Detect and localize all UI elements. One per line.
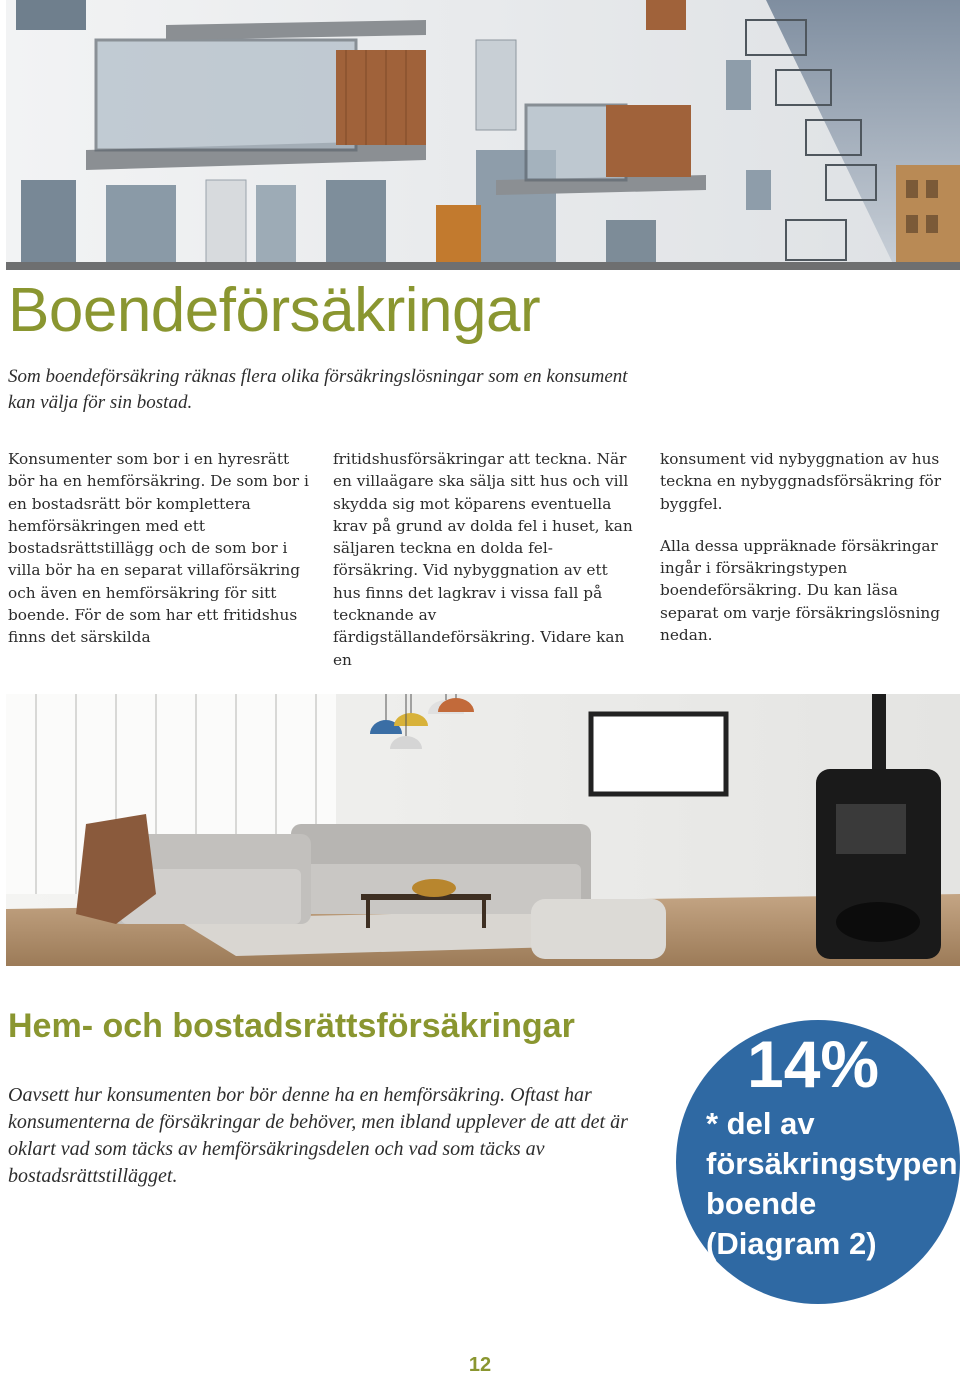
stat-label: * del av försäkringstypen boende (Diagram 2) [706, 1106, 958, 1261]
column-2-paragraph: fritidshusförsäkringar att teckna. När en villaägare ska sälja sitt hus och vill skydda sig mot köparens eventuella krav på grund av dolda fel i huset, kan säljaren teckna en dolda fel-försäkring. Vid nybyggnation av ett hus finns det lagkrav i vissa fall på tecknande av färdigställandeförsäkring. Vidare kan en [333, 450, 633, 669]
column-3-paragraph-2: Alla dessa uppräknade försäkringar ingår i försäkringstypen boendeförsäkring. Du kan läsa separat om varje försäkringslösning nedan. [660, 536, 941, 645]
text-column-1 [8, 448, 314, 649]
building-photo [6, 0, 960, 270]
column-3-paragraph-1: konsument vid nybyggnation av hus teckna en nybyggnadsförsäkring för byggfel. [660, 450, 942, 513]
living-room-photo [6, 694, 960, 966]
column-1-paragraph: Konsumenter som bor i en hyresrätt bör ha en hemförsäkring. De som bor i en bostadsrätt bör komplettera hemförsäkringen med ett bostadsrättstillägg och de som bor i villa bör ha en separat villaförsäkring och även en hemförsäkring för sitt boende. För de som har ett fritidshus finns det särskilda [8, 450, 309, 647]
text-column-3 [660, 448, 960, 646]
section-title: Hem- och bostadsrättsförsäkringar [8, 1007, 575, 1045]
stat-value: 14% [747, 1027, 880, 1101]
text-column-2 [333, 448, 633, 671]
section-intro: Oavsett hur konsumenten bor bör denne ha en hemförsäkring. Oftast har konsumenterna de försäkringar de behöver, men ibland upplever de att det är oklart vad som täcks av hemförsäkringsdelen och vad som täcks av bostadsrättstillägget. [8, 1084, 628, 1187]
page-number: 12 [468, 1354, 492, 1376]
page-subtitle: Som boendeförsäkring räknas flera olika försäkringslösningar som en konsument kan välja för sin bostad. [8, 366, 628, 413]
page-title: Boendeförsäkringar [8, 276, 541, 345]
